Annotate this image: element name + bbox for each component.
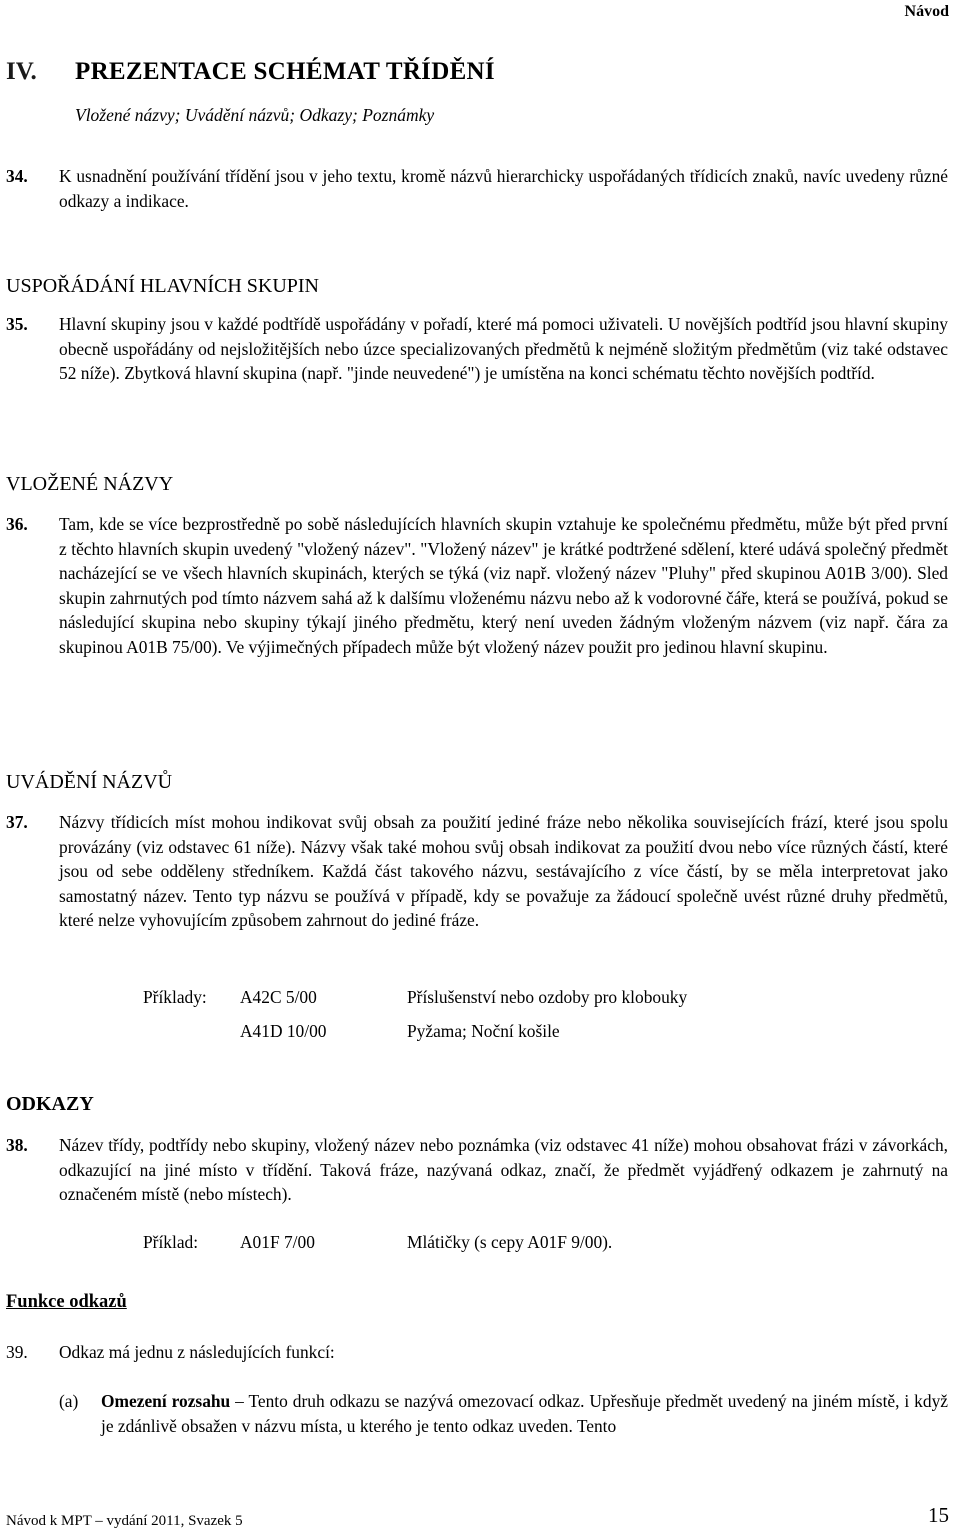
paragraph-36 <box>59 512 948 659</box>
list-item-a <box>101 1389 948 1438</box>
subsection-heading-funkce-odkazu: Funkce odkazů <box>6 1292 127 1312</box>
example-code: A42C 5/00 <box>240 987 317 1007</box>
paragraph-36-text: Tam, kde se více bezprostředně po sobě následujících hlavních skupin vztahuje ke společnému předmětu, může být před první z těchto hlavních skupin uvedený "vložený název". "Vložený název" je krátké podtržené sdělení, které udává společný předmět nacházející se ve všech hlavních skupinách, kterých se týká (viz např. vložený název "Pluhy" před skupinou A01B 3/00). Sled skupin zahrnutých pod tímto názvem sahá až k dalšímu vloženému názvu nebo až k vodorovné čáře, která se používá, pokud se následující skupina nebo skupiny týkají jiného předmětu, který není uveden žádným vloženým názvem (viz např. čára za skupinou A01B 75/00). Ve výjimečných případech může být vložený název použit pro jedinou hlavní skupinu. <box>59 514 948 657</box>
section-heading-uvadeni-nazvu: UVÁDĚNÍ NÁZVŮ <box>6 771 173 793</box>
paragraph-38 <box>59 1133 948 1207</box>
header-label: Návod <box>904 3 949 20</box>
examples-label: Příklady: <box>143 987 207 1007</box>
paragraph-35-text: Hlavní skupiny jsou v každé podtřídě uspořádány v pořadí, které má pomoci uživateli. U novějších podtříd jsou hlavní skupiny obecně uspořádány od nejsložitějších nebo úzce specializovaných předmětů k nejméně složitým předmětům (viz také odstavec 52 níže). Zbytková hlavní skupina (např. "jinde neuvedené") je umístěna na konci schématu těchto novějších podtříd. <box>59 314 948 383</box>
paragraph-37-text: Názvy třídicích míst mohou indikovat svůj obsah za použití jediné fráze nebo několika souvisejících frází, které jsou spolu provázány (viz odstavec 61 níže). Názvy však také mohou svůj obsah indikovat za použití dvou nebo více různých částí, které jsou od sebe odděleny středníkem. Každá část takového názvu, sestávajícího z více částí, by se měla interpretovat jako samostatný název. Tento typ názvu se používá v případě, kdy se považuje za žádoucí společně uvést různé druhy předmětů, které nelze vyhovujícím způsobem zahrnout do jediné fráze. <box>59 812 948 930</box>
list-item-label-a: (a) <box>59 1391 79 1411</box>
example-code: A41D 10/00 <box>240 1021 327 1041</box>
paragraph-number-36: 36. <box>6 514 28 534</box>
paragraph-35 <box>59 312 948 386</box>
chapter-number: IV. <box>6 58 37 85</box>
paragraph-number-38: 38. <box>6 1135 28 1155</box>
footer-document-title: Návod k MPT – vydání 2011, Svazek 5 <box>6 1513 243 1529</box>
list-item-a-text: – Tento druh odkazu se nazývá omezovací odkaz. Upřesňuje předmět uvedený na jiném místě, i když je zdánlivě obsažen v názvu místa, u kterého je tento odkaz uveden. Tento <box>101 1391 948 1436</box>
example-description: Příslušenství nebo ozdoby pro klobouky <box>407 987 688 1007</box>
page-number: 15 <box>928 1503 949 1527</box>
paragraph-number-34: 34. <box>6 166 28 186</box>
paragraph-37 <box>59 810 948 933</box>
chapter-title: PREZENTACE SCHÉMAT TŘÍDĚNÍ <box>75 58 495 85</box>
example-description: Mlátičky (s cepy A01F 9/00). <box>407 1232 613 1252</box>
example-code: A01F 7/00 <box>240 1232 315 1252</box>
paragraph-38-text: Název třídy, podtřídy nebo skupiny, vložený název nebo poznámka (viz odstavec 41 níže) mohou obsahovat frázi v závorkách, odkazující na jiné místo v třídění. Taková fráze, nazývaná odkaz, značí, že předmět vyjádřený odkazem je zahrnutý na označeném místě (nebo místech). <box>59 1135 948 1204</box>
section-heading-odkazy: ODKAZY <box>6 1093 94 1115</box>
list-item-a-term: Omezení rozsahu <box>101 1391 231 1411</box>
paragraph-34 <box>59 164 948 213</box>
paragraph-number-35: 35. <box>6 314 28 334</box>
paragraph-number-37: 37. <box>6 812 28 832</box>
paragraph-39: Odkaz má jednu z následujících funkcí: <box>59 1342 335 1362</box>
section-heading-vlozene-nazvy: VLOŽENÉ NÁZVY <box>6 473 174 495</box>
paragraph-34-text: K usnadnění používání třídění jsou v jeho textu, kromě názvů hierarchicky uspořádaných třídicích znaků, navíc uvedeny různé odkazy a indikace. <box>59 166 948 211</box>
paragraph-number-39: 39. <box>6 1342 28 1362</box>
example-description: Pyžama; Noční košile <box>407 1021 560 1041</box>
section-heading-usporadani: USPOŘÁDÁNÍ HLAVNÍCH SKUPIN <box>6 275 319 297</box>
example-label: Příklad: <box>143 1232 199 1252</box>
chapter-subtitle: Vložené názvy; Uvádění názvů; Odkazy; Poznámky <box>75 105 435 125</box>
